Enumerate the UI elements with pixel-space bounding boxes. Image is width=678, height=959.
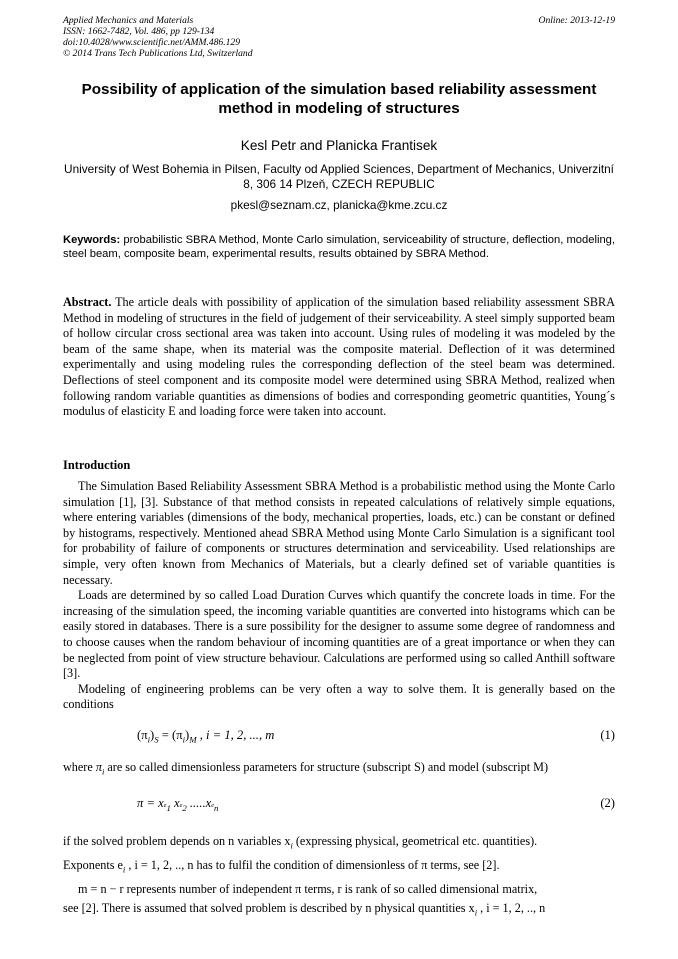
after-eq2-line-2: Exponents $e_i$ , i = 1, 2, .., n has to fulfil the condition of dimensionless of π terms, see [2]. bbox=[63, 857, 500, 875]
introduction-body bbox=[63, 479, 615, 713]
equation-1-body: $(\pi_i)_S = (\pi_i)_M$ , i = 1, 2, ..., m bbox=[137, 728, 275, 745]
email-line: pkesl@seznam.cz, planicka@kme.zcu.cz bbox=[230, 198, 448, 212]
doi-line: doi:10.4028/www.scientific.net/AMM.486.129 bbox=[63, 37, 241, 48]
keywords-label: Keywords: bbox=[63, 234, 121, 246]
equation-2-number: (2) bbox=[600, 796, 615, 810]
affiliation: University of West Bohemia in Pilsen, Faculty od Applied Sciences, Department of Mechanics, Univerzitní 8, 306 14 Plzeň, CZECH REPUBLIC bbox=[64, 162, 614, 191]
keywords-text: probabilistic SBRA Method, Monte Carlo simulation, serviceability of structure, deflection, modeling, steel beam, composite beam, experimental results, results obtained by SBRA Method. bbox=[63, 234, 615, 261]
equation-1-number: (1) bbox=[600, 728, 615, 742]
journal-name: Applied Mechanics and Materials bbox=[63, 15, 194, 26]
abstract-label: Abstract. bbox=[63, 295, 112, 309]
section-heading-introduction: Introduction bbox=[63, 458, 131, 472]
abstract-text: The article deals with possibility of application of the simulation based reliability assessment SBRA Method in modeling of structures in the field of judgement of their serviceability. A steel simply supported beam of hollow circular cross sectional area was taken into account. Using rules of modeling it was modeled by the beam of the same shape, when its material was the composite material. Deflection of it was determined experimentally and using modeling rules the corresponding deflection of the steel beam was determined. Deflections of steel component and its composite model were determined using SBRA Method, realized when following random variable quantities as dimensions of bodies and corresponding geometric quantities, Young´s modulus of elasticity E and loading force were taken into account. bbox=[63, 295, 615, 419]
equation-2-body: $\pi = x_{^e1}$ $x_{^e2}$ $.....x_{^en}$ bbox=[137, 796, 219, 813]
equation-2 bbox=[63, 796, 615, 816]
copyright-line: © 2014 Trans Tech Publications Ltd, Switzerland bbox=[63, 48, 253, 59]
where-line: where $\pi_i$ are so called dimensionless parameters for structure (subscript S) and model (subscript M) bbox=[63, 760, 549, 777]
after-eq2-line-4: see [2]. There is assumed that solved problem is described by n physical quantities $x_i$ , i = 1, 2, .., n bbox=[63, 901, 546, 918]
abstract bbox=[63, 295, 615, 420]
after-equation-2 bbox=[63, 832, 615, 923]
keywords bbox=[63, 233, 615, 261]
paper-title: Possibility of application of the simulation based reliability assessment method in modeling of structures bbox=[81, 81, 597, 117]
online-date: Online: 2013-12-19 bbox=[538, 15, 615, 26]
intro-paragraph-1: The Simulation Based Reliability Assessment SBRA Method is a probabilistic method using the Monte Carlo simulation [1], [3]. Substance of that method consists in repeated calculations of relatively simple equations, where entering variables (dimensions of the body, mechanical properties, loads, etc.) can be constant or defined by histograms, respectively. Mentioned ahead SBRA Method using Monte Carlo Simulation is a significant tool for probability of failure of components or structures determination and serviceability. Used relationships are simple, very often known from Mechanics of Materials, but a clearly defined set of variable quantities is necessary. bbox=[63, 479, 615, 587]
intro-paragraph-3: Modeling of engineering problems can be very often a way to solve them. It is generally based on the conditions bbox=[63, 681, 615, 712]
equation-1 bbox=[63, 728, 615, 748]
intro-paragraph-2: Loads are determined by so called Load Duration Curves which quantify the concrete loads in time. For the increasing of the simulation speed, the incoming variable quantities are converted into histograms which can be easily stored in databases. There is a sure possibility for the designer to assume some degree of randomness and to choose causes when the random behaviour of incoming quantities are of a great importance or when they can be neglected from point of view structure behaviour. Calculations are performed using so called Anthill software [3]. bbox=[63, 588, 615, 681]
after-eq2-line-1: if the solved problem depends on n variables $x_i$ (expressing physical, geometrical etc. quantities). bbox=[63, 834, 538, 851]
after-eq2-line-3: m = n − r represents number of independent π terms, r is rank of so called dimensional matrix, bbox=[78, 881, 538, 896]
issn-line: ISSN: 1662-7482, Vol. 486, pp 129-134 bbox=[63, 26, 215, 37]
authors: Kesl Petr and Planicka Frantisek bbox=[240, 138, 438, 153]
journal-header bbox=[63, 15, 253, 59]
